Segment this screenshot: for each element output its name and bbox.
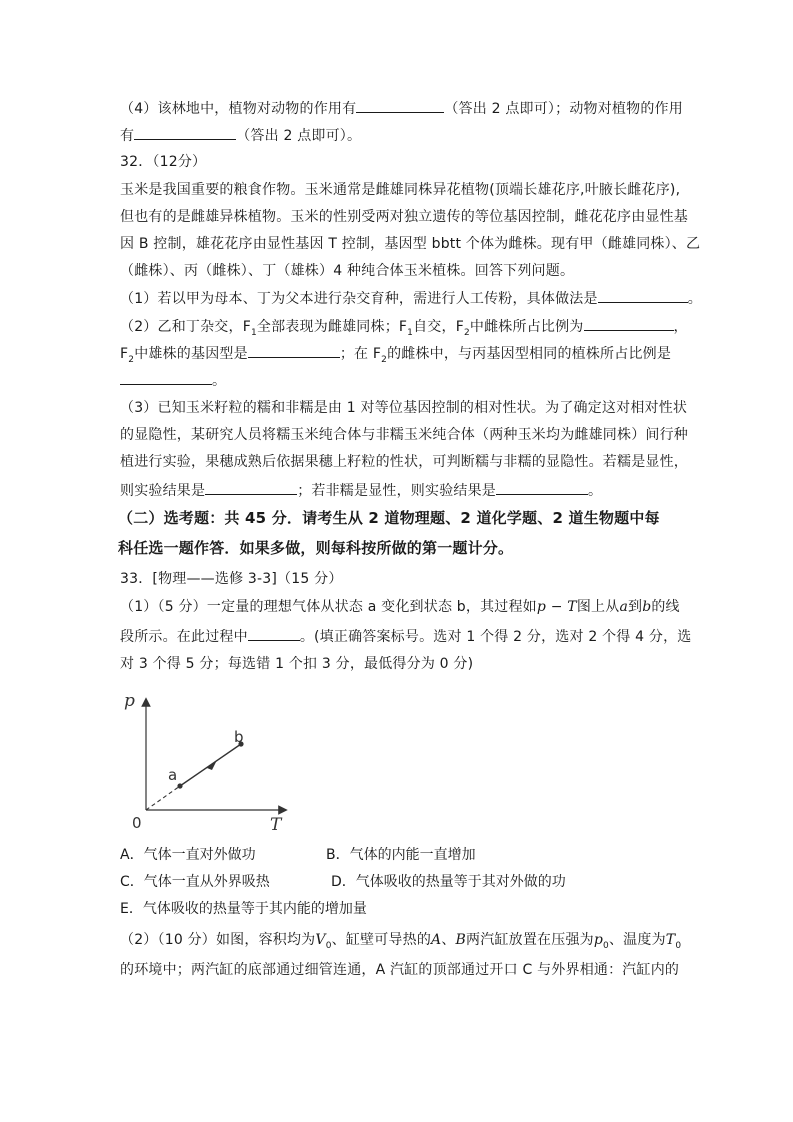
answer-blank[interactable]: [134, 125, 236, 140]
q32-sub2-text: 自交，F: [413, 319, 464, 335]
q31-4-text: （答出 2 点即可）。: [236, 128, 362, 144]
q33-text: 两汽缸放置在压强为: [466, 932, 594, 948]
q31-4-line2: [120, 125, 680, 146]
q32-header: 32．（12分）: [120, 154, 207, 170]
section-heading: 科任选一题作答．如果多做，则每科按所做的第一题计分。: [118, 539, 514, 557]
q32-sub2-end: ，: [673, 319, 688, 335]
q33-text: 、缸壁可导热的: [331, 932, 432, 948]
q33-p1: [120, 597, 680, 617]
q32-para: 但也有的是雌雄异株植物。玉米的性别受两对独立遗传的等位基因控制，雌花花序由显性基: [120, 209, 688, 225]
point-b-label: b: [234, 728, 244, 746]
q33-p5: 的环境中；两汽缸的底部通过细管连通，A 汽缸的顶部通过开口 C 与外界相通：汽缸内的: [120, 962, 680, 978]
q32-sub2-end: 。: [212, 373, 227, 389]
q33-text: 段所示。在此过程中: [120, 629, 248, 645]
answer-blank[interactable]: [248, 626, 300, 641]
q31-4-text: （答出 2 点即可）；动物对植物的作用: [444, 101, 683, 117]
option-e[interactable]: E．气体吸收的热量等于其内能的增加量: [120, 901, 367, 917]
q32-sub2-text: 中雌株所占比例为: [469, 319, 584, 335]
q32-para: （雌株）、丙（雌株）、丁（雄株）4 种纯合体玉米植株。回答下列问题。: [120, 263, 575, 279]
var-t: T: [665, 932, 676, 948]
answer-blank[interactable]: [356, 98, 444, 113]
q32-sub3: （3）已知玉米籽粒的糯和非糯是由 1 对等位基因控制的相对性状。为了确定这对相对性状: [120, 400, 688, 416]
point-a-label: a: [168, 766, 178, 784]
answer-blank[interactable]: [598, 288, 688, 303]
q33-text: （2）（10 分）如图，容积均为: [120, 932, 316, 948]
q32-sub3-end: 。: [588, 483, 603, 499]
q33-text: 图上从: [576, 599, 620, 615]
q31-4-text: 有: [120, 128, 135, 144]
q32-sub2-text: 全部表现为雌雄同株；F: [256, 319, 408, 335]
subscript: 1: [250, 327, 257, 338]
q33-text: 、温度为: [608, 932, 666, 948]
q33-text: （1）（5 分）一定量的理想气体从状态 a 变化到状态 b，其过程如: [120, 599, 537, 615]
subscript: 0: [325, 940, 332, 951]
q31-4-text: （4）该林地中，植物对动物的作用有: [120, 101, 357, 117]
var-p: p: [593, 932, 604, 948]
p-axis-label: p: [124, 691, 135, 711]
pt-graph: [118, 688, 298, 834]
q33-text: 到: [627, 599, 643, 615]
pt-label: p − T: [536, 599, 577, 615]
option-b[interactable]: B．气体的内能一直增加: [326, 847, 476, 863]
q32-sub2-line1: [120, 316, 688, 343]
t-axis-label: T: [270, 815, 282, 834]
subscript: 2: [381, 354, 388, 365]
q32-sub2-line2: [120, 343, 680, 370]
subscript: 0: [675, 940, 682, 951]
answer-blank[interactable]: [496, 480, 588, 495]
point-a: [177, 783, 182, 788]
var-b-cylinder: B: [455, 932, 467, 948]
var-a: a: [619, 599, 628, 615]
q32-sub3: 植进行实验，果穗成熟后依据果穗上籽粒的性状，可判断糯与非糯的显隐性。若糯是显性，: [120, 454, 688, 470]
q32-sub3-line4: [120, 480, 680, 501]
q32-sub2-text: （2）乙和丁杂交，F: [120, 319, 251, 335]
var-a-cylinder: A: [431, 932, 442, 948]
q32-sub3: 的显隐性，某研究人员将糯玉米纯合体与非糯玉米纯合体（两种玉米均为雌雄同株）间行种: [120, 427, 688, 443]
q32-sub2-text: F: [120, 346, 129, 362]
q32-sub1: [120, 288, 702, 309]
subscript: 2: [463, 327, 470, 338]
answer-blank[interactable]: [584, 316, 674, 331]
q32-sub3-text: 则实验结果是: [120, 483, 206, 499]
q32-sub2-text: ；在 F: [339, 346, 382, 362]
subscript: 1: [407, 327, 414, 338]
direction-arrow-icon: [207, 760, 217, 770]
answer-blank[interactable]: [120, 370, 212, 385]
q33-p2: [120, 626, 692, 647]
dashed-extension: [146, 786, 180, 810]
q32-sub2-line3: [120, 370, 680, 391]
q31-4-line1: [120, 98, 683, 119]
var-v: V: [315, 932, 326, 948]
option-d[interactable]: D．气体吸收的热量等于其对外做的功: [331, 874, 566, 890]
answer-blank[interactable]: [248, 343, 340, 358]
q33-p3: 对 3 个得 5 分；每选错 1 个扣 3 分，最低得分为 0 分): [120, 656, 474, 672]
q33-p4: [120, 930, 680, 956]
subscript: 2: [128, 354, 135, 365]
q32-sub2-text: 中雄株的基因型是: [134, 346, 248, 362]
var-b: b: [642, 599, 652, 615]
process-line: [180, 744, 241, 786]
q32-para: 玉米是我国重要的粮食作物。玉米通常是雌雄同株异花植物(顶端长雄花序,叶腋长雌花序),: [120, 182, 681, 198]
option-a[interactable]: A．气体一直对外做功: [120, 847, 256, 863]
q33-text: 、: [441, 932, 456, 948]
subscript: 0: [603, 940, 609, 951]
origin-label: 0: [132, 814, 142, 832]
q32-para: 因 B 控制，雄花花序由显性基因 T 控制，基因型 bbtt 个体为雌株。现有甲（雌雄同株）、乙: [120, 236, 701, 252]
answer-blank[interactable]: [205, 480, 297, 495]
q32-sub1-end: 。: [687, 291, 702, 307]
q33-text: 。(填正确答案标号。选对 1 个得 2 分，选对 2 个得 4 分，选: [299, 629, 692, 645]
q32-sub1-text: （1）若以甲为母本、丁为父本进行杂交育种，需进行人工传粉，具体做法是: [120, 291, 598, 307]
option-c[interactable]: C．气体一直从外界吸热: [120, 874, 270, 890]
q33-header: 33．[物理——选修 3-3]（15 分）: [120, 571, 343, 587]
q32-sub3-text: ；若非糯是显性，则实验结果是: [297, 483, 497, 499]
q32-sub2-text: 的雌株中，与丙基因型相同的植株所占比例是: [387, 346, 672, 362]
section-heading: （二）选考题：共 45 分．请考生从 2 道物理题、2 道化学题、2 道生物题中每: [118, 509, 660, 527]
q33-text: 的线: [651, 599, 680, 615]
